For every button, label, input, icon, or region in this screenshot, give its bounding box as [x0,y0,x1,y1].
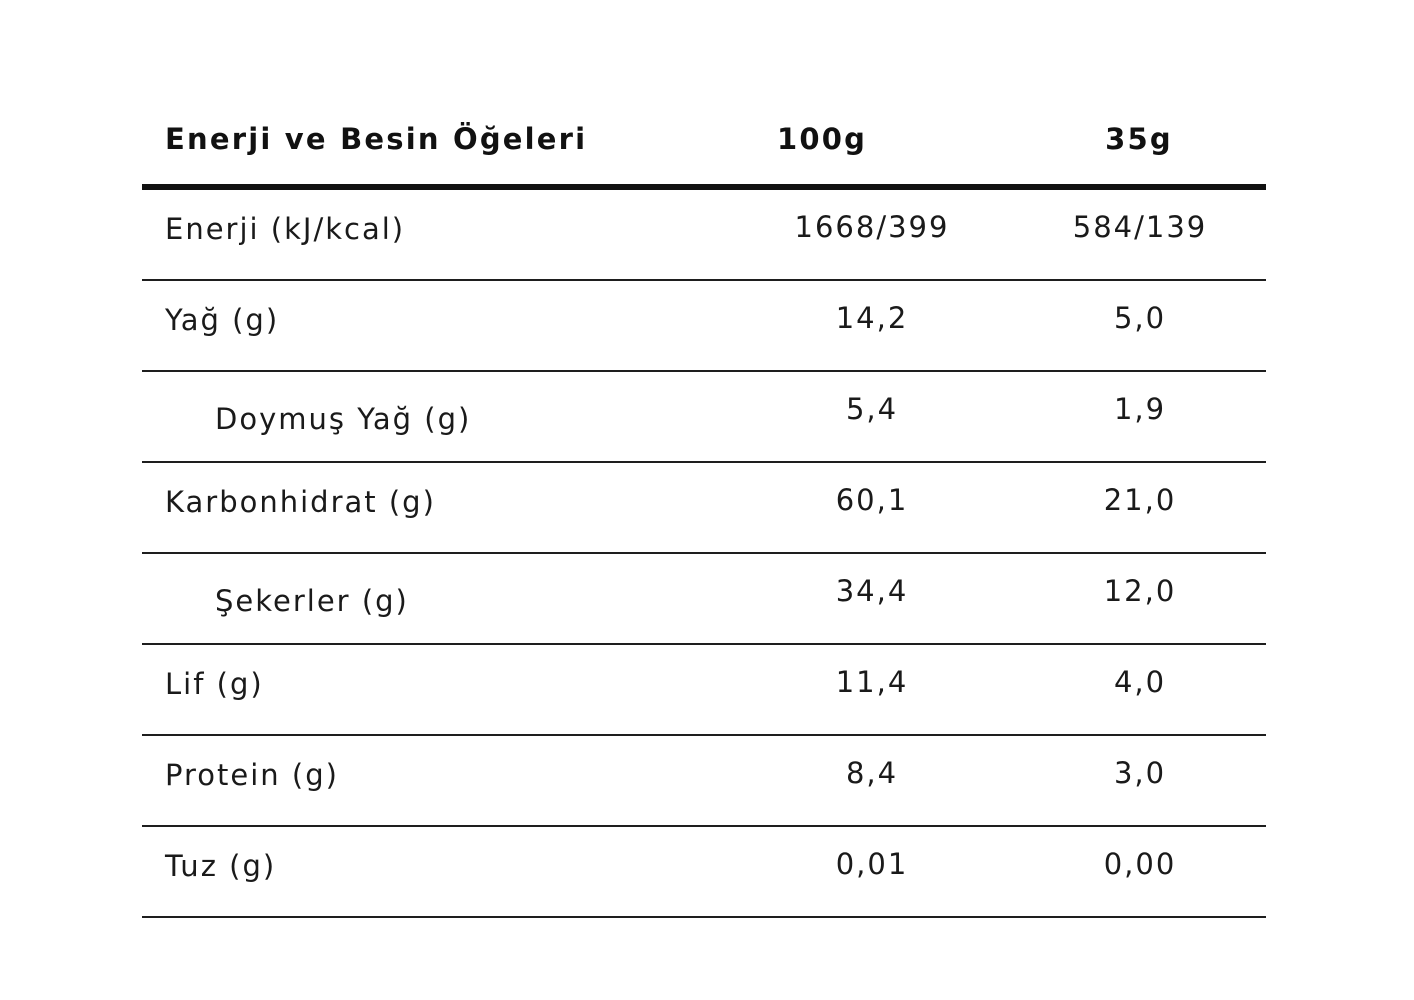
row-value-100g: 11,4 [835,665,909,699]
row-label: Karbonhidrat (g) [165,485,436,519]
table-row-sugars [142,554,1266,645]
row-value-35g: 3,0 [1113,756,1167,790]
table-row-fat [142,281,1266,372]
table-row-salt [142,827,1266,918]
nutrition-table [142,100,1266,918]
row-value-35g: 21,0 [1103,483,1177,517]
table-row-fiber [142,645,1266,736]
table-row-protein [142,736,1266,827]
row-value-100g: 1668/399 [794,210,950,244]
table-row-saturated-fat [142,372,1266,463]
row-value-100g: 34,4 [835,574,909,608]
header-35g-label: 35g [1105,122,1173,156]
row-label: Protein (g) [165,758,339,792]
row-label: Şekerler (g) [215,584,409,618]
row-value-35g: 4,0 [1113,665,1167,699]
header-nutrient-label: Enerji ve Besin Öğeleri [165,122,588,156]
row-value-100g: 0,01 [835,847,909,881]
row-label: Doymuş Yağ (g) [215,402,472,436]
table-header [142,100,1266,190]
row-value-35g: 0,00 [1103,847,1177,881]
row-label: Yağ (g) [165,303,280,337]
row-value-35g: 5,0 [1113,301,1167,335]
row-value-35g: 1,9 [1113,392,1167,426]
header-100g-label: 100g [776,122,868,156]
row-value-100g: 5,4 [845,392,899,426]
row-label: Enerji (kJ/kcal) [165,212,406,246]
row-value-100g: 8,4 [845,756,899,790]
table-row-energy [142,190,1266,281]
row-value-35g: 584/139 [1072,210,1208,244]
row-label: Lif (g) [165,667,264,701]
row-value-35g: 12,0 [1103,574,1177,608]
row-value-100g: 14,2 [835,301,909,335]
table-row-carbohydrate [142,463,1266,554]
row-label: Tuz (g) [165,849,277,883]
row-value-100g: 60,1 [835,483,909,517]
